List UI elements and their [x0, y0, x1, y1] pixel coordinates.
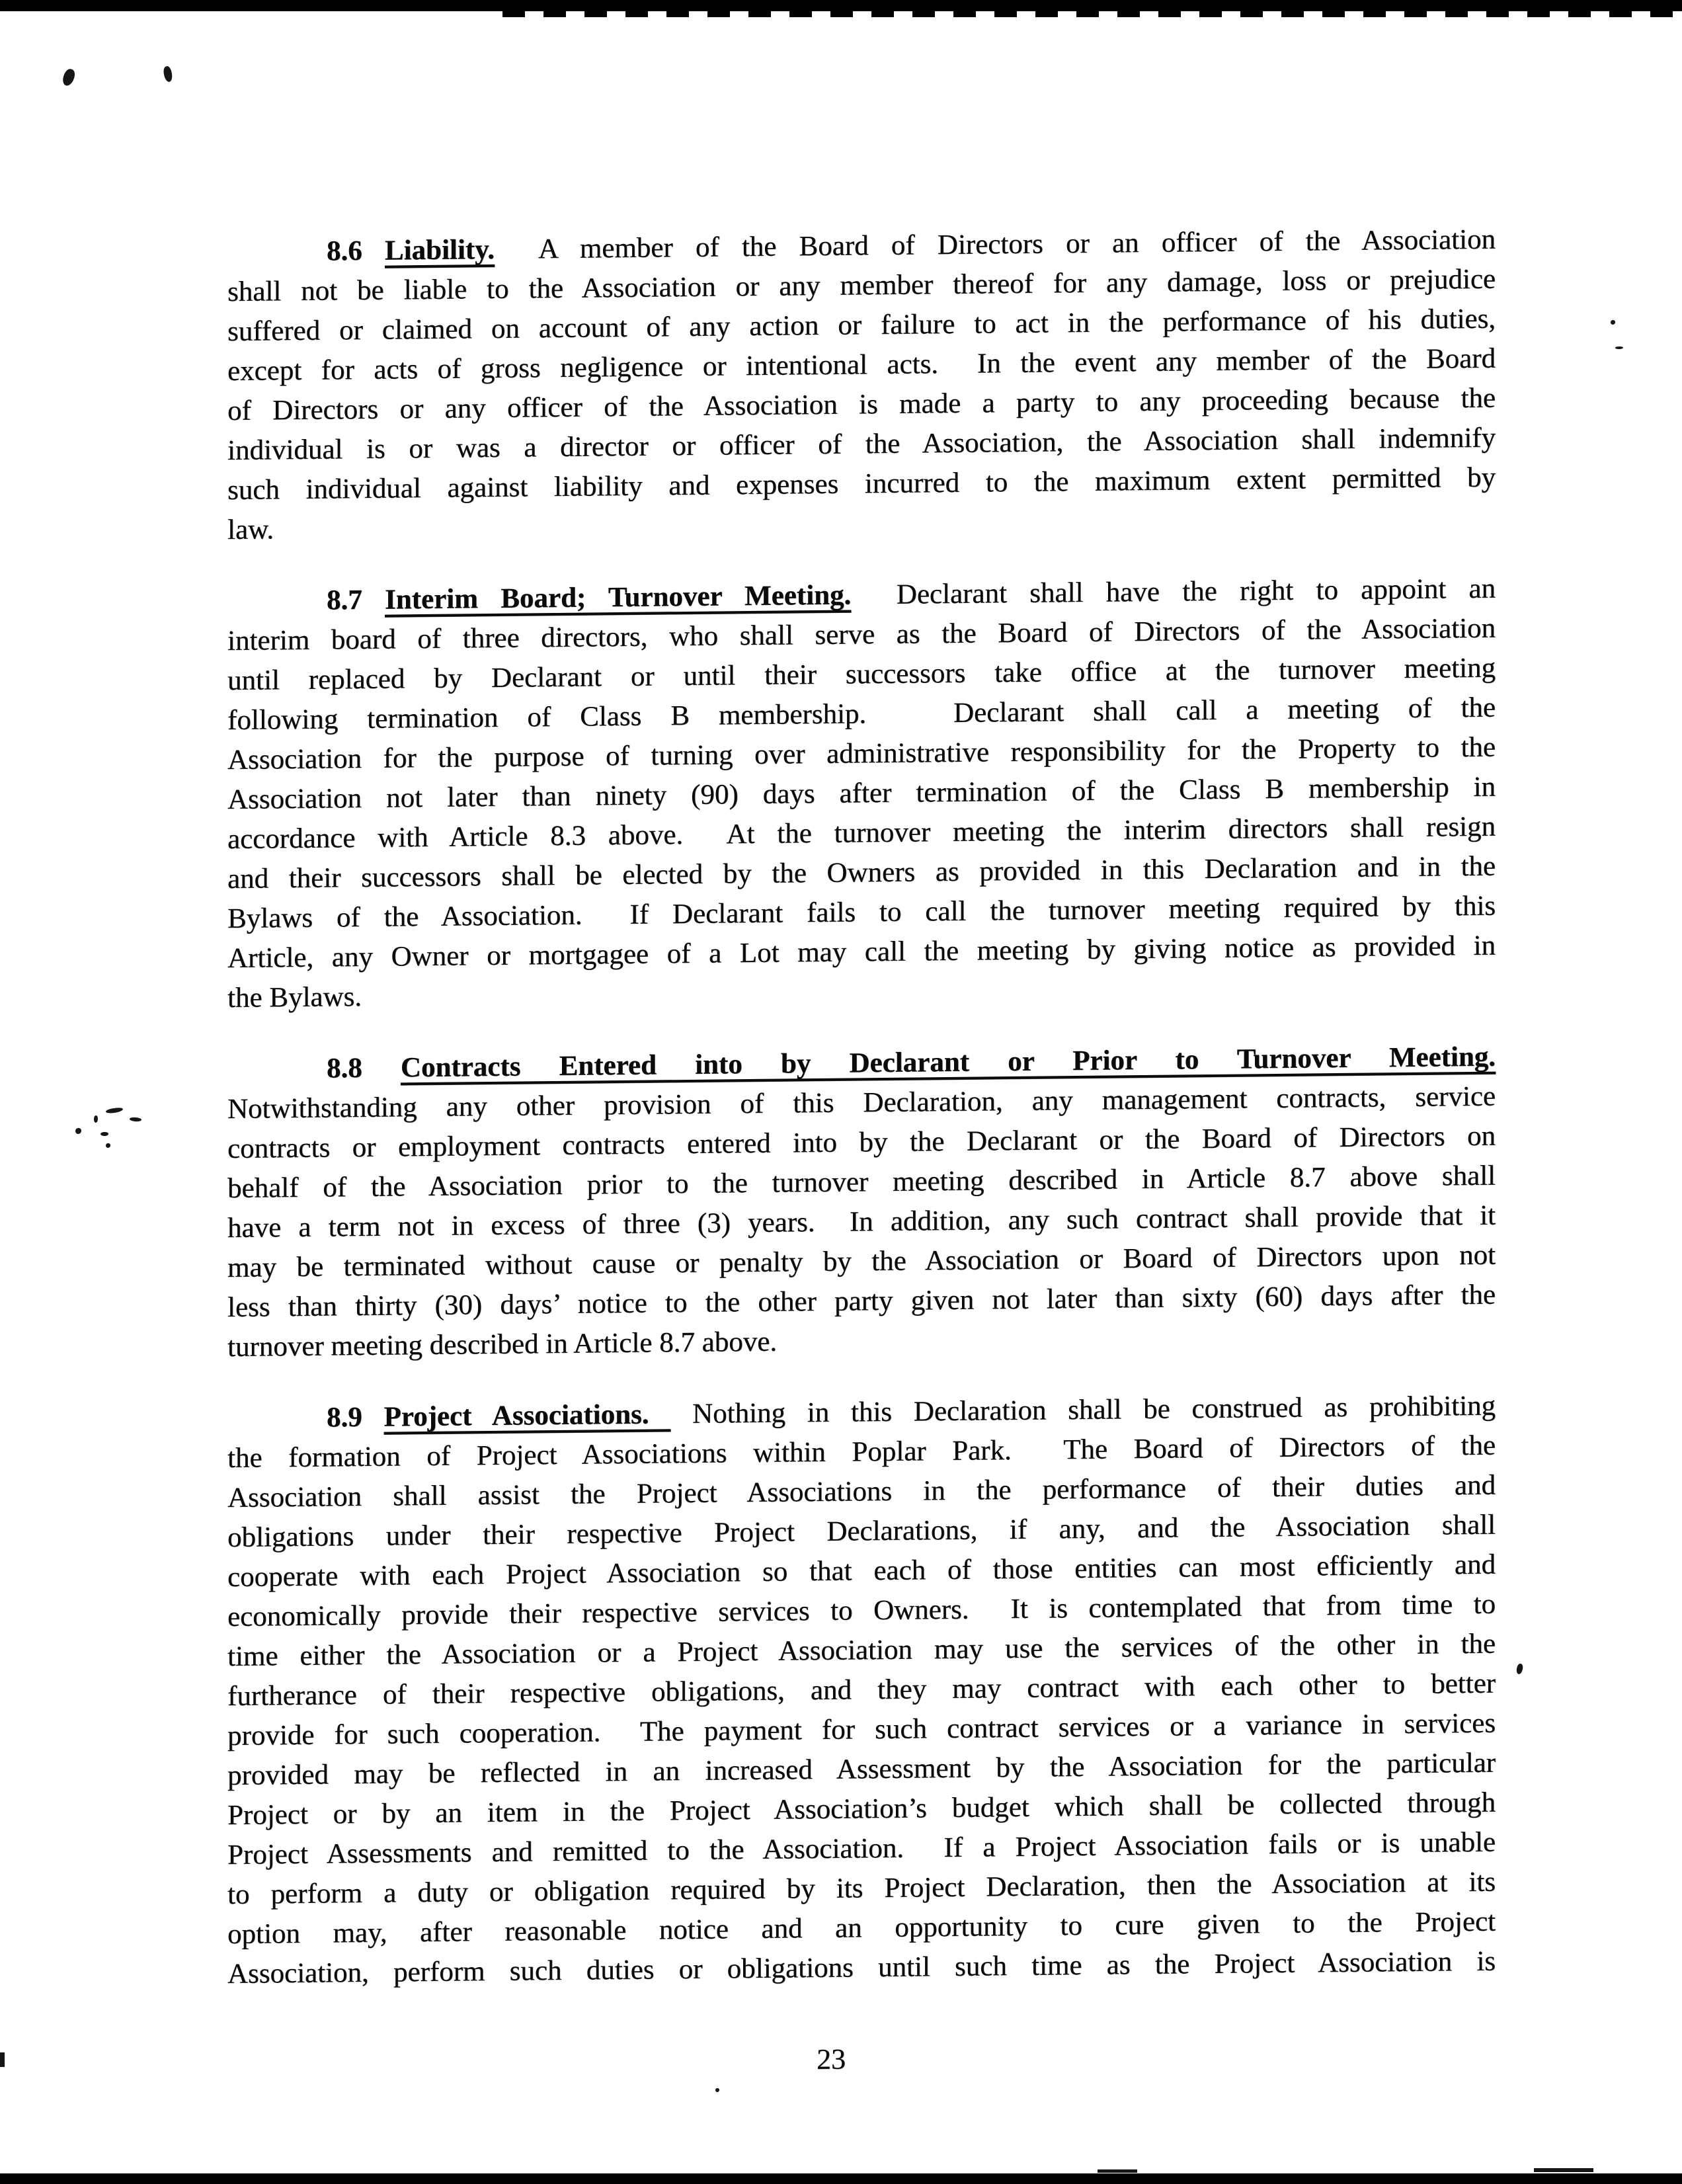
- section-title: Project Associations.: [383, 1398, 671, 1433]
- section-first-line-text: A member of the Board of Directors or an officer of the Association: [495, 223, 1496, 265]
- text-line: furtherance of their respective obligations, and they may contract with each other to better: [227, 1668, 1496, 1712]
- section-8.9: [227, 1387, 1496, 1994]
- ink-speck: [61, 67, 76, 87]
- section-8.7: [227, 569, 1496, 1018]
- text-line: accordance with Article 8.3 above. At the turnover meeting the interim directors shall resign: [227, 811, 1496, 855]
- text-line: Notwithstanding any other provision of this Declaration, any management contracts, service: [227, 1080, 1496, 1125]
- section-title: Liability.: [384, 233, 495, 266]
- text-line: law.: [227, 514, 274, 546]
- text-line: contracts or employment contracts entered into by the Declarant or the Board of Directors on: [227, 1120, 1496, 1164]
- section-8.6: [227, 220, 1496, 550]
- text-line: Association not later than ninety (90) days after termination of the Class B membership in: [227, 771, 1496, 815]
- scan-artifact-top-bar: [0, 0, 1682, 11]
- text-line: Project Assessments and remitted to the Association. If a Project Association fails or is unable: [227, 1826, 1496, 1871]
- ink-speck: [1615, 346, 1623, 349]
- text-line: Association, perform such duties or obligations until such time as the Project Association is: [227, 1945, 1496, 1990]
- scan-artifact-top-fringe: [502, 11, 1682, 17]
- ink-smudge: [75, 1128, 81, 1134]
- text-line: time either the Association or a Project Association may use the services of the other in the: [227, 1628, 1496, 1672]
- text-line: and their successors shall be elected by the Owners as provided in this Declaration and in the: [227, 850, 1496, 895]
- ink-smudge: [106, 1107, 124, 1114]
- ink-smudge: [106, 1143, 110, 1148]
- text-line: such individual against liability and expenses incurred to the maximum extent permitted by: [227, 462, 1496, 506]
- text-line: less than thirty (30) days’ notice to the other party given not later than sixty (60) days after the: [227, 1279, 1496, 1323]
- text-line: interim board of three directors, who shall serve as the Board of Directors of the Association: [227, 612, 1496, 657]
- text-line: Article, any Owner or mortgagee of a Lot may call the meeting by giving notice as provided in: [227, 930, 1496, 974]
- scan-edge-mark: [1098, 2169, 1137, 2173]
- text-line: may be terminated without cause or penalty by the Association or Board of Directors upon not: [227, 1239, 1496, 1283]
- section-number: 8.9: [327, 1401, 362, 1434]
- document-sections: [227, 220, 1496, 1994]
- text-line: option may, after reasonable notice and an opportunity to cure given to the Project: [227, 1906, 1496, 1950]
- text-line: until replaced by Declarant or until their successors take office at the turnover meeting: [227, 652, 1496, 696]
- text-line: of Directors or any officer of the Association is made a party to any proceeding because the: [227, 382, 1496, 426]
- text-line: the Bylaws.: [227, 981, 362, 1014]
- text-line: behalf of the Association prior to the turnover meeting described in Article 8.7 above shall: [227, 1160, 1496, 1204]
- ink-speck: [715, 2088, 719, 2092]
- ink-smudge: [130, 1117, 141, 1122]
- text-line: obligations under their respective Project Declarations, if any, and the Association shall: [227, 1509, 1496, 1553]
- text-line: Bylaws of the Association. If Declarant fails to call the turnover meeting required by this: [227, 890, 1496, 934]
- text-line: cooperate with each Project Association so that each of those entities can most efficiently and: [227, 1549, 1496, 1593]
- text-line: to perform a duty or obligation required by its Project Declaration, then the Association at its: [227, 1866, 1496, 1910]
- text-line: suffered or claimed on account of any action or failure to act in the performance of his duties,: [227, 303, 1496, 347]
- text-line: the formation of Project Associations within Poplar Park. The Board of Directors of the: [227, 1430, 1496, 1474]
- text-line: individual is or was a director or officer of the Association, the Association shall indemnify: [227, 422, 1496, 466]
- section-number: 8.7: [327, 584, 362, 616]
- document-content: [227, 220, 1496, 2085]
- scan-edge-mark: [0, 2052, 5, 2067]
- section-8.8: [227, 1037, 1496, 1367]
- text-line: Association for the purpose of turning over administrative responsibility for the Property to the: [227, 731, 1496, 776]
- text-line: Project or by an item in the Project Association’s budget which shall be collected through: [227, 1787, 1496, 1831]
- text-line: except for acts of gross negligence or intentional acts. In the event any member of the Board: [227, 343, 1496, 387]
- section-number: 8.6: [327, 235, 362, 267]
- text-line: following termination of Class B membership. Declarant shall call a meeting of the: [227, 692, 1496, 736]
- ink-speck: [1516, 1663, 1524, 1674]
- text-line: turnover meeting described in Article 8.7 above.: [227, 1326, 778, 1363]
- text-line: have a term not in excess of three (3) years. In addition, any such contract shall provide that it: [227, 1199, 1496, 1244]
- section-first-line-text: Declarant shall have the right to appoint an: [851, 573, 1496, 611]
- section-title: Contracts Entered into by Declarant or Prior to Turnover Meeting.: [400, 1041, 1496, 1084]
- text-line: economically provide their respective services to Owners. It is contemplated that from time to: [227, 1588, 1496, 1633]
- ink-speck: [163, 65, 174, 83]
- text-line: shall not be liable to the Association or any member thereof for any damage, loss or prejudice: [227, 263, 1496, 307]
- section-first-line-text: Nothing in this Declaration shall be construed as prohibiting: [670, 1390, 1496, 1430]
- text-line: provided may be reflected in an increased Assessment by the Association for the particular: [227, 1747, 1496, 1791]
- ink-speck: [1611, 320, 1615, 325]
- ink-smudge: [94, 1115, 98, 1123]
- text-line: provide for such cooperation. The payment for such contract services or a variance in services: [227, 1707, 1496, 1752]
- section-number: 8.8: [327, 1052, 362, 1084]
- text-line: Association shall assist the Project Associations in the performance of their duties and: [227, 1469, 1496, 1514]
- scan-artifact-bottom-bar: [0, 2173, 1682, 2184]
- ink-smudge: [100, 1132, 108, 1136]
- page-number: 23: [817, 2042, 846, 2076]
- scan-edge-mark: [1534, 2168, 1593, 2172]
- section-title: Interim Board; Turnover Meeting.: [385, 579, 852, 616]
